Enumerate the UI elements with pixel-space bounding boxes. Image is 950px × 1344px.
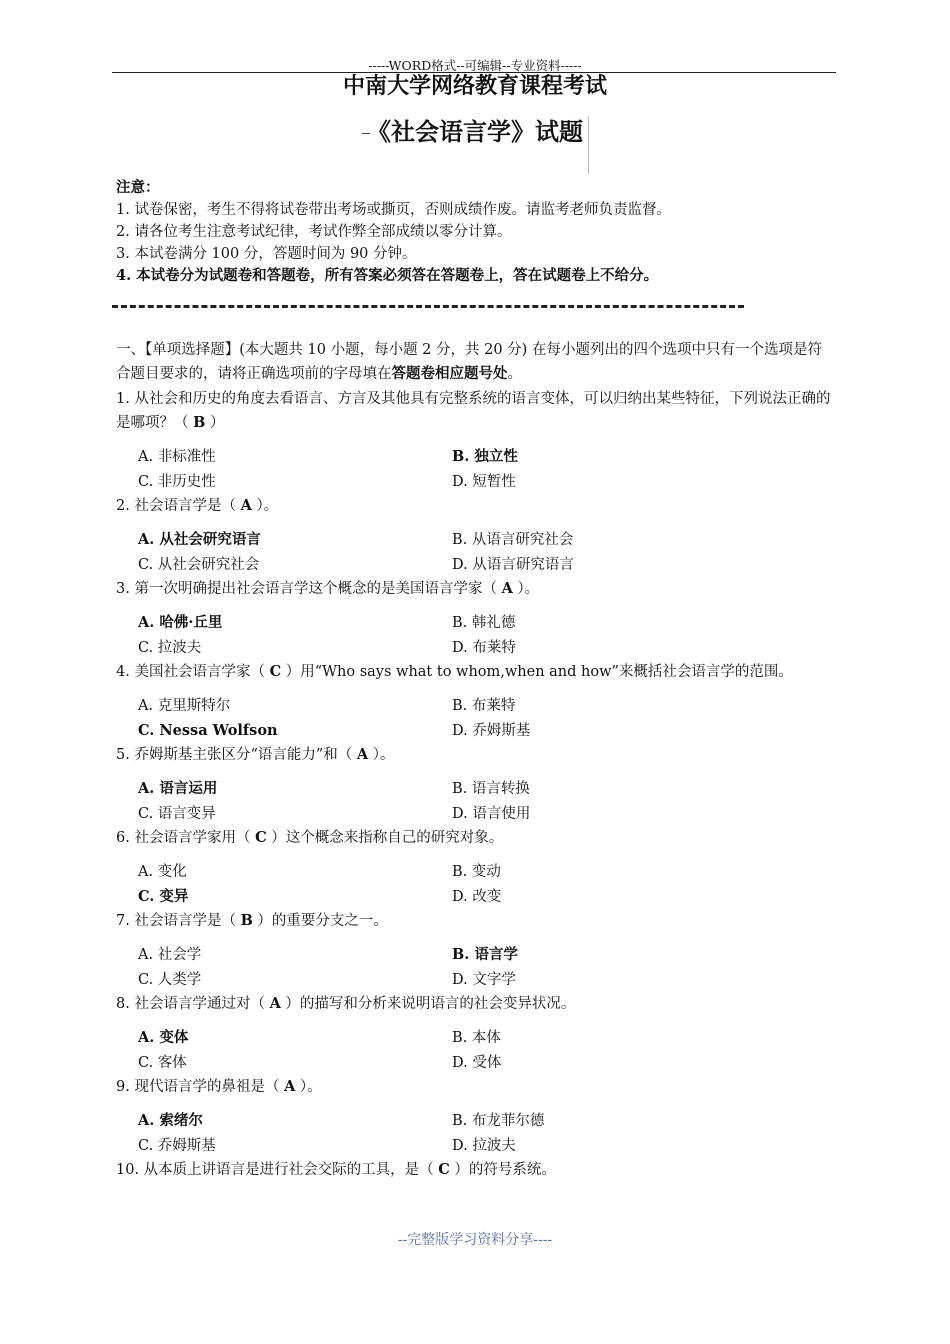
section-intro — [116, 338, 836, 386]
option: D. 短暂性 — [452, 473, 516, 490]
option-correct: A. 从社会研究语言 — [138, 531, 261, 548]
top-format-note: -----WORD格式--可编辑--专业资料----- — [368, 58, 582, 73]
option: A. 非标准性 — [138, 449, 216, 465]
question-text — [116, 660, 836, 684]
title-tick-mark — [362, 133, 370, 134]
question-segment: 3. 第一次明确提出社会语言学这个概念的是美国语言学家（ — [116, 581, 502, 597]
option: B. 布龙菲尔德 — [452, 1113, 545, 1129]
option-grid — [116, 860, 836, 909]
question-segment: 5. 乔姆斯基主张区分“语言能力”和（ — [116, 747, 357, 763]
question-segment: ）用“Who says what to whom,when and how”来概括社会语言学的范围。 — [281, 664, 793, 680]
option: D. 受体 — [452, 1054, 502, 1071]
option: A. 变化 — [138, 864, 187, 880]
question-segment: ）。 — [295, 1079, 322, 1095]
answer-letter: C — [255, 829, 267, 846]
question-segment: ）。 — [368, 747, 395, 763]
question-segment: 8. 社会语言学通过对（ — [116, 996, 270, 1012]
question-segment: 6. 社会语言学家用（ — [116, 830, 256, 846]
section-title: 【单项选择题】 — [145, 342, 240, 358]
question-segment: ）的符号系统。 — [449, 1162, 556, 1178]
question-text — [116, 992, 836, 1016]
option: B. 布莱特 — [452, 698, 516, 714]
option-correct: A. 变体 — [138, 1029, 189, 1046]
answer-letter: A — [240, 497, 252, 514]
option: D. 文字学 — [452, 971, 516, 988]
cursor-bar — [588, 116, 589, 174]
question-list — [116, 387, 836, 1182]
question-segment: 4. 美国社会语言学家（ — [116, 664, 270, 680]
question-segment: 1. 从社会和历史的角度去看语言、方言及其他具有完整系统的语言变体，可以归纳出某些特征，下列说法正确的是哪项？（ — [116, 391, 831, 431]
question-block — [116, 992, 836, 1075]
option-grid — [116, 1109, 836, 1158]
answer-letter: B — [193, 414, 206, 431]
question-block — [116, 494, 836, 577]
question-segment: 7. 社会语言学是（ — [116, 913, 241, 929]
option: D. 语言使用 — [452, 805, 531, 822]
option: D. 从语言研究语言 — [452, 556, 574, 573]
notice-label: 注意： — [116, 179, 160, 196]
notice-item: 4. 本试卷分为试题卷和答题卷，所有答案必须答在答题卷上，答在试题卷上不给分。 — [116, 267, 659, 284]
answer-letter: C — [438, 1161, 450, 1178]
section-emphasis: 答题卷相应题号处 — [391, 365, 508, 382]
option: A. 克里斯特尔 — [138, 698, 231, 714]
question-block — [116, 826, 836, 909]
option: D. 改变 — [452, 888, 502, 905]
question-block — [116, 660, 836, 743]
option: D. 布莱特 — [452, 639, 516, 656]
question-text — [116, 387, 836, 435]
notice-item: 2. 请各位考生注意考试纪律，考试作弊全部成绩以零分计算。 — [116, 224, 512, 240]
section-desc: (本大题共 10 小题，每小题 2 分，共 20 分) 在每小题列出的四个选项中只有一个选项是符合题目要求的，请将正确选项前的字母填在 — [116, 342, 822, 382]
course-title: 《社会语言学》试题 — [367, 118, 583, 146]
option-grid — [116, 1026, 836, 1075]
question-block — [116, 1075, 836, 1158]
section-prefix: 一、 — [116, 342, 145, 358]
option: C. 客体 — [138, 1054, 187, 1071]
option-correct: A. 哈佛·丘里 — [138, 614, 223, 631]
option-grid — [116, 611, 836, 660]
option: B. 从语言研究社会 — [452, 532, 574, 548]
question-segment: ）。 — [512, 581, 540, 597]
question-text — [116, 577, 836, 601]
option: C. 乔姆斯基 — [138, 1137, 216, 1154]
question-text — [116, 494, 836, 518]
question-block — [116, 1158, 836, 1182]
option-correct: C. 变异 — [138, 887, 189, 905]
question-text — [116, 909, 836, 933]
question-segment: 9. 现代语言学的鼻祖是（ — [116, 1079, 285, 1095]
option: B. 变动 — [452, 864, 501, 880]
option: A. 社会学 — [138, 947, 202, 963]
question-text — [116, 826, 836, 850]
option-correct: B. 独立性 — [452, 448, 518, 465]
answer-letter: A — [269, 995, 281, 1012]
answer-letter: B — [240, 912, 253, 929]
answer-letter: A — [284, 1078, 296, 1095]
option: C. 拉波夫 — [138, 639, 202, 656]
option: B. 韩礼德 — [452, 615, 516, 631]
notice-item: 1. 试卷保密，考生不得将试卷带出考场或撕页，否则成绩作废。请监考老师负责监督。 — [116, 202, 671, 218]
option: D. 拉波夫 — [452, 1137, 516, 1154]
option: C. 从社会研究社会 — [138, 556, 260, 573]
option-grid — [116, 943, 836, 992]
question-segment: ）的描写和分析来说明语言的社会变异状况。 — [280, 996, 576, 1012]
question-segment: 2. 社会语言学是（ — [116, 498, 241, 514]
option: C. 非历史性 — [138, 473, 216, 490]
option-correct: C. Nessa Wolfson — [138, 721, 278, 739]
option-correct: A. 索绪尔 — [138, 1112, 203, 1129]
question-segment: ）的重要分支之一。 — [252, 913, 388, 929]
option-correct: A. 语言运用 — [138, 780, 218, 797]
question-block — [116, 743, 836, 826]
option-correct: B. 语言学 — [452, 946, 518, 963]
dashed-separator — [112, 305, 744, 308]
question-segment: 10. 从本质上讲语言是进行社会交际的工具，是（ — [116, 1162, 439, 1178]
question-block — [116, 909, 836, 992]
answer-letter: A — [356, 746, 369, 763]
option: B. 本体 — [452, 1030, 501, 1046]
option: B. 语言转换 — [452, 781, 530, 797]
notice-item: 3. 本试卷满分 100 分，答题时间为 90 分钟。 — [116, 246, 417, 262]
question-text — [116, 1075, 836, 1099]
answer-letter: A — [501, 580, 513, 597]
question-segment: ）。 — [251, 498, 279, 514]
notice-block — [116, 177, 836, 287]
option-grid — [116, 694, 836, 743]
option: D. 乔姆斯基 — [452, 722, 531, 739]
footer-note: --完整版学习资料分享---- — [397, 1232, 553, 1248]
question-text — [116, 1158, 836, 1182]
option: C. 语言变异 — [138, 805, 216, 822]
option-grid — [116, 528, 836, 577]
answer-letter: C — [269, 663, 282, 680]
question-text — [116, 743, 836, 767]
question-block — [116, 577, 836, 660]
question-block — [116, 387, 836, 494]
option-grid — [116, 445, 836, 494]
section-end: 。 — [507, 366, 522, 382]
option: C. 人类学 — [138, 971, 202, 988]
question-segment: ） — [205, 415, 225, 431]
question-segment: ）这个概念来指称自己的研究对象。 — [266, 830, 504, 846]
option-grid — [116, 777, 836, 826]
exam-title: 中南大学网络教育课程考试 — [342, 74, 607, 99]
